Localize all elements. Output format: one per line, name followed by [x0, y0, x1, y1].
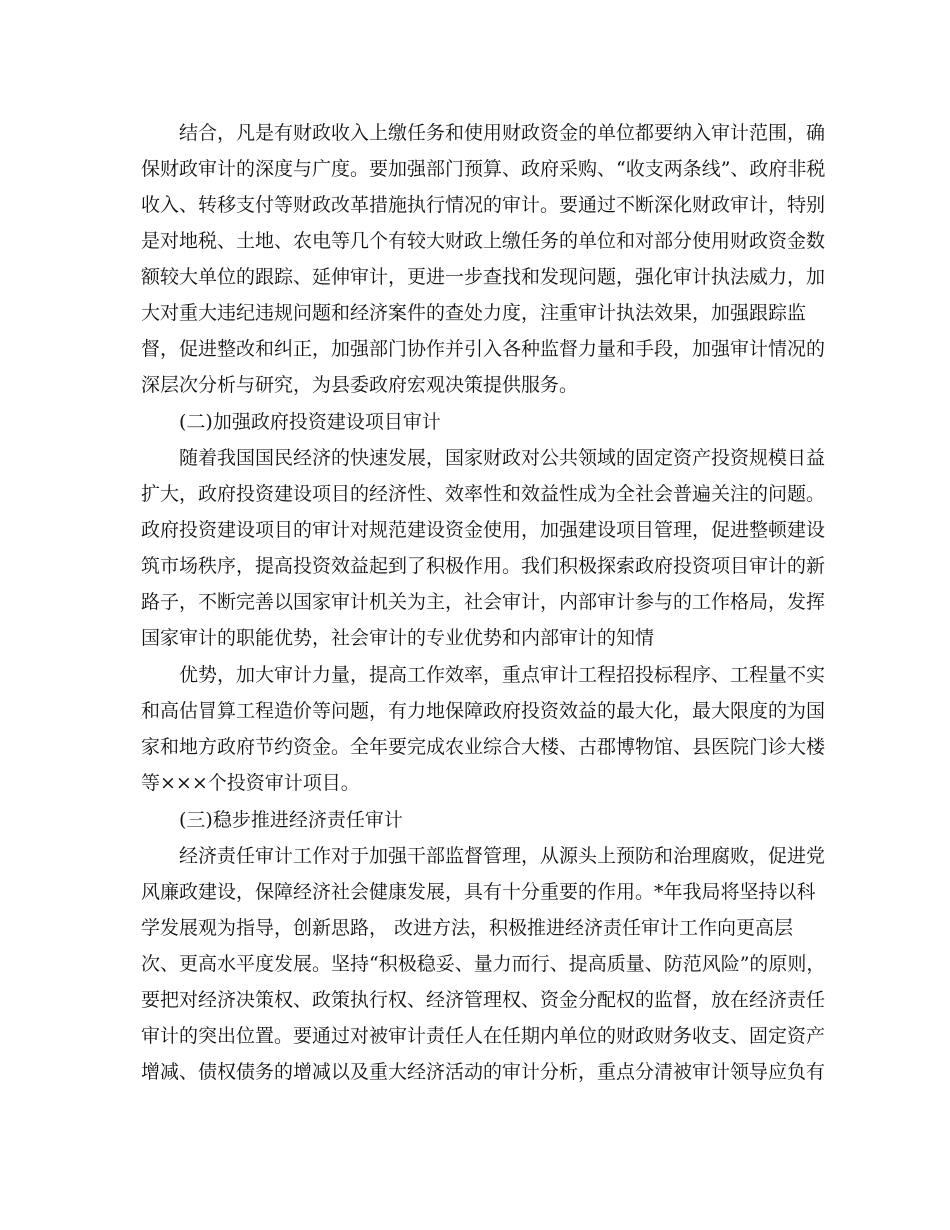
paragraph-line: 增减、债权债务的增减以及重大经济活动的审计分析，重点分清被审计领导应负有 — [141, 1061, 826, 1083]
paragraph-line: 学发展观为指导，创新思路， 改进方法，积极推进经济责任审计工作向更高层 — [141, 917, 794, 939]
paragraph-line: 督，促进整改和纠正，加强部门协作并引入各种监督力量和手段，加强审计情况的 — [141, 338, 826, 360]
paragraph-line: 是对地税、土地、农电等几个有较大财政上缴任务的单位和对部分使用财政资金数 — [141, 230, 826, 252]
section-heading: (二)加强政府投资建设项目审计 — [179, 411, 441, 433]
paragraph-line: 路子，不断完善以国家审计机关为主，社会审计，内部审计参与的工作格局，发挥 — [141, 591, 826, 613]
paragraph-line: 审计的突出位置。要通过对被审计责任人在任期内单位的财政财务收支、固定资产 — [141, 1025, 826, 1047]
paragraph-line: 政府投资建设项目的审计对规范建设资金使用，加强建设项目管理，促进整顿建设 — [141, 519, 826, 541]
paragraph-line: 随着我国国民经济的快速发展，国家财政对公共领域的固定资产投资规模日益 — [179, 447, 826, 469]
paragraph-line: 扩大，政府投资建设项目的经济性、效率性和效益性成为全社会普遍关注的问题。 — [141, 483, 826, 505]
paragraph-line: 等×××个投资审计项目。 — [141, 772, 360, 794]
paragraph-line: 大对重大违纪违规问题和经济案件的查处力度，注重审计执法效果，加强跟踪监 — [141, 302, 807, 324]
paragraph-line: 筑市场秩序，提高投资效益起到了积极作用。我们积极探索政府投资项目审计的新 — [141, 555, 826, 577]
paragraph-line: 次、更高水平度发展。坚持“积极稳妥、量力而行、提高质量、防范风险”的原则， — [141, 953, 826, 975]
paragraph-line: 要把对经济决策权、政策执行权、经济管理权、资金分配权的监督，放在经济责任 — [141, 989, 826, 1011]
paragraph-line: 家和地方政府节约资金。全年要完成农业综合大楼、古郡博物馆、县医院门诊大楼 — [141, 736, 826, 758]
paragraph-line: 深层次分析与研究，为县委政府宏观决策提供服务。 — [141, 374, 579, 396]
paragraph-line: 结合，凡是有财政收入上缴任务和使用财政资金的单位都要纳入审计范围，确 — [179, 122, 826, 144]
paragraph-line: 额较大单位的跟踪、延伸审计，更进一步查找和发现问题，强化审计执法威力，加 — [141, 266, 826, 288]
paragraph-line: 保财政审计的深度与广度。要加强部门预算、政府采购、“收支两条线”、政府非税 — [141, 158, 826, 180]
paragraph-line: 和高估冒算工程造价等问题，有力地保障政府投资效益的最大化，最大限度的为国 — [141, 700, 826, 722]
section-heading: (三)稳步推进经济责任审计 — [179, 809, 403, 831]
paragraph-line: 国家审计的职能优势，社会审计的专业优势和内部审计的知情 — [141, 627, 655, 649]
paragraph-line: 风廉政建设，保障经济社会健康发展，具有十分重要的作用。*年我局将坚持以科 — [141, 881, 816, 903]
paragraph-line: 收入、转移支付等财政改革措施执行情况的审计。要通过不断深化财政审计，特别 — [141, 194, 826, 216]
paragraph-line: 经济责任审计工作对于加强干部监督管理，从源头上预防和治理腐败，促进党 — [179, 845, 826, 867]
paragraph-line: 优势，加大审计力量，提高工作效率，重点审计工程招投标程序、工程量不实 — [179, 664, 826, 686]
